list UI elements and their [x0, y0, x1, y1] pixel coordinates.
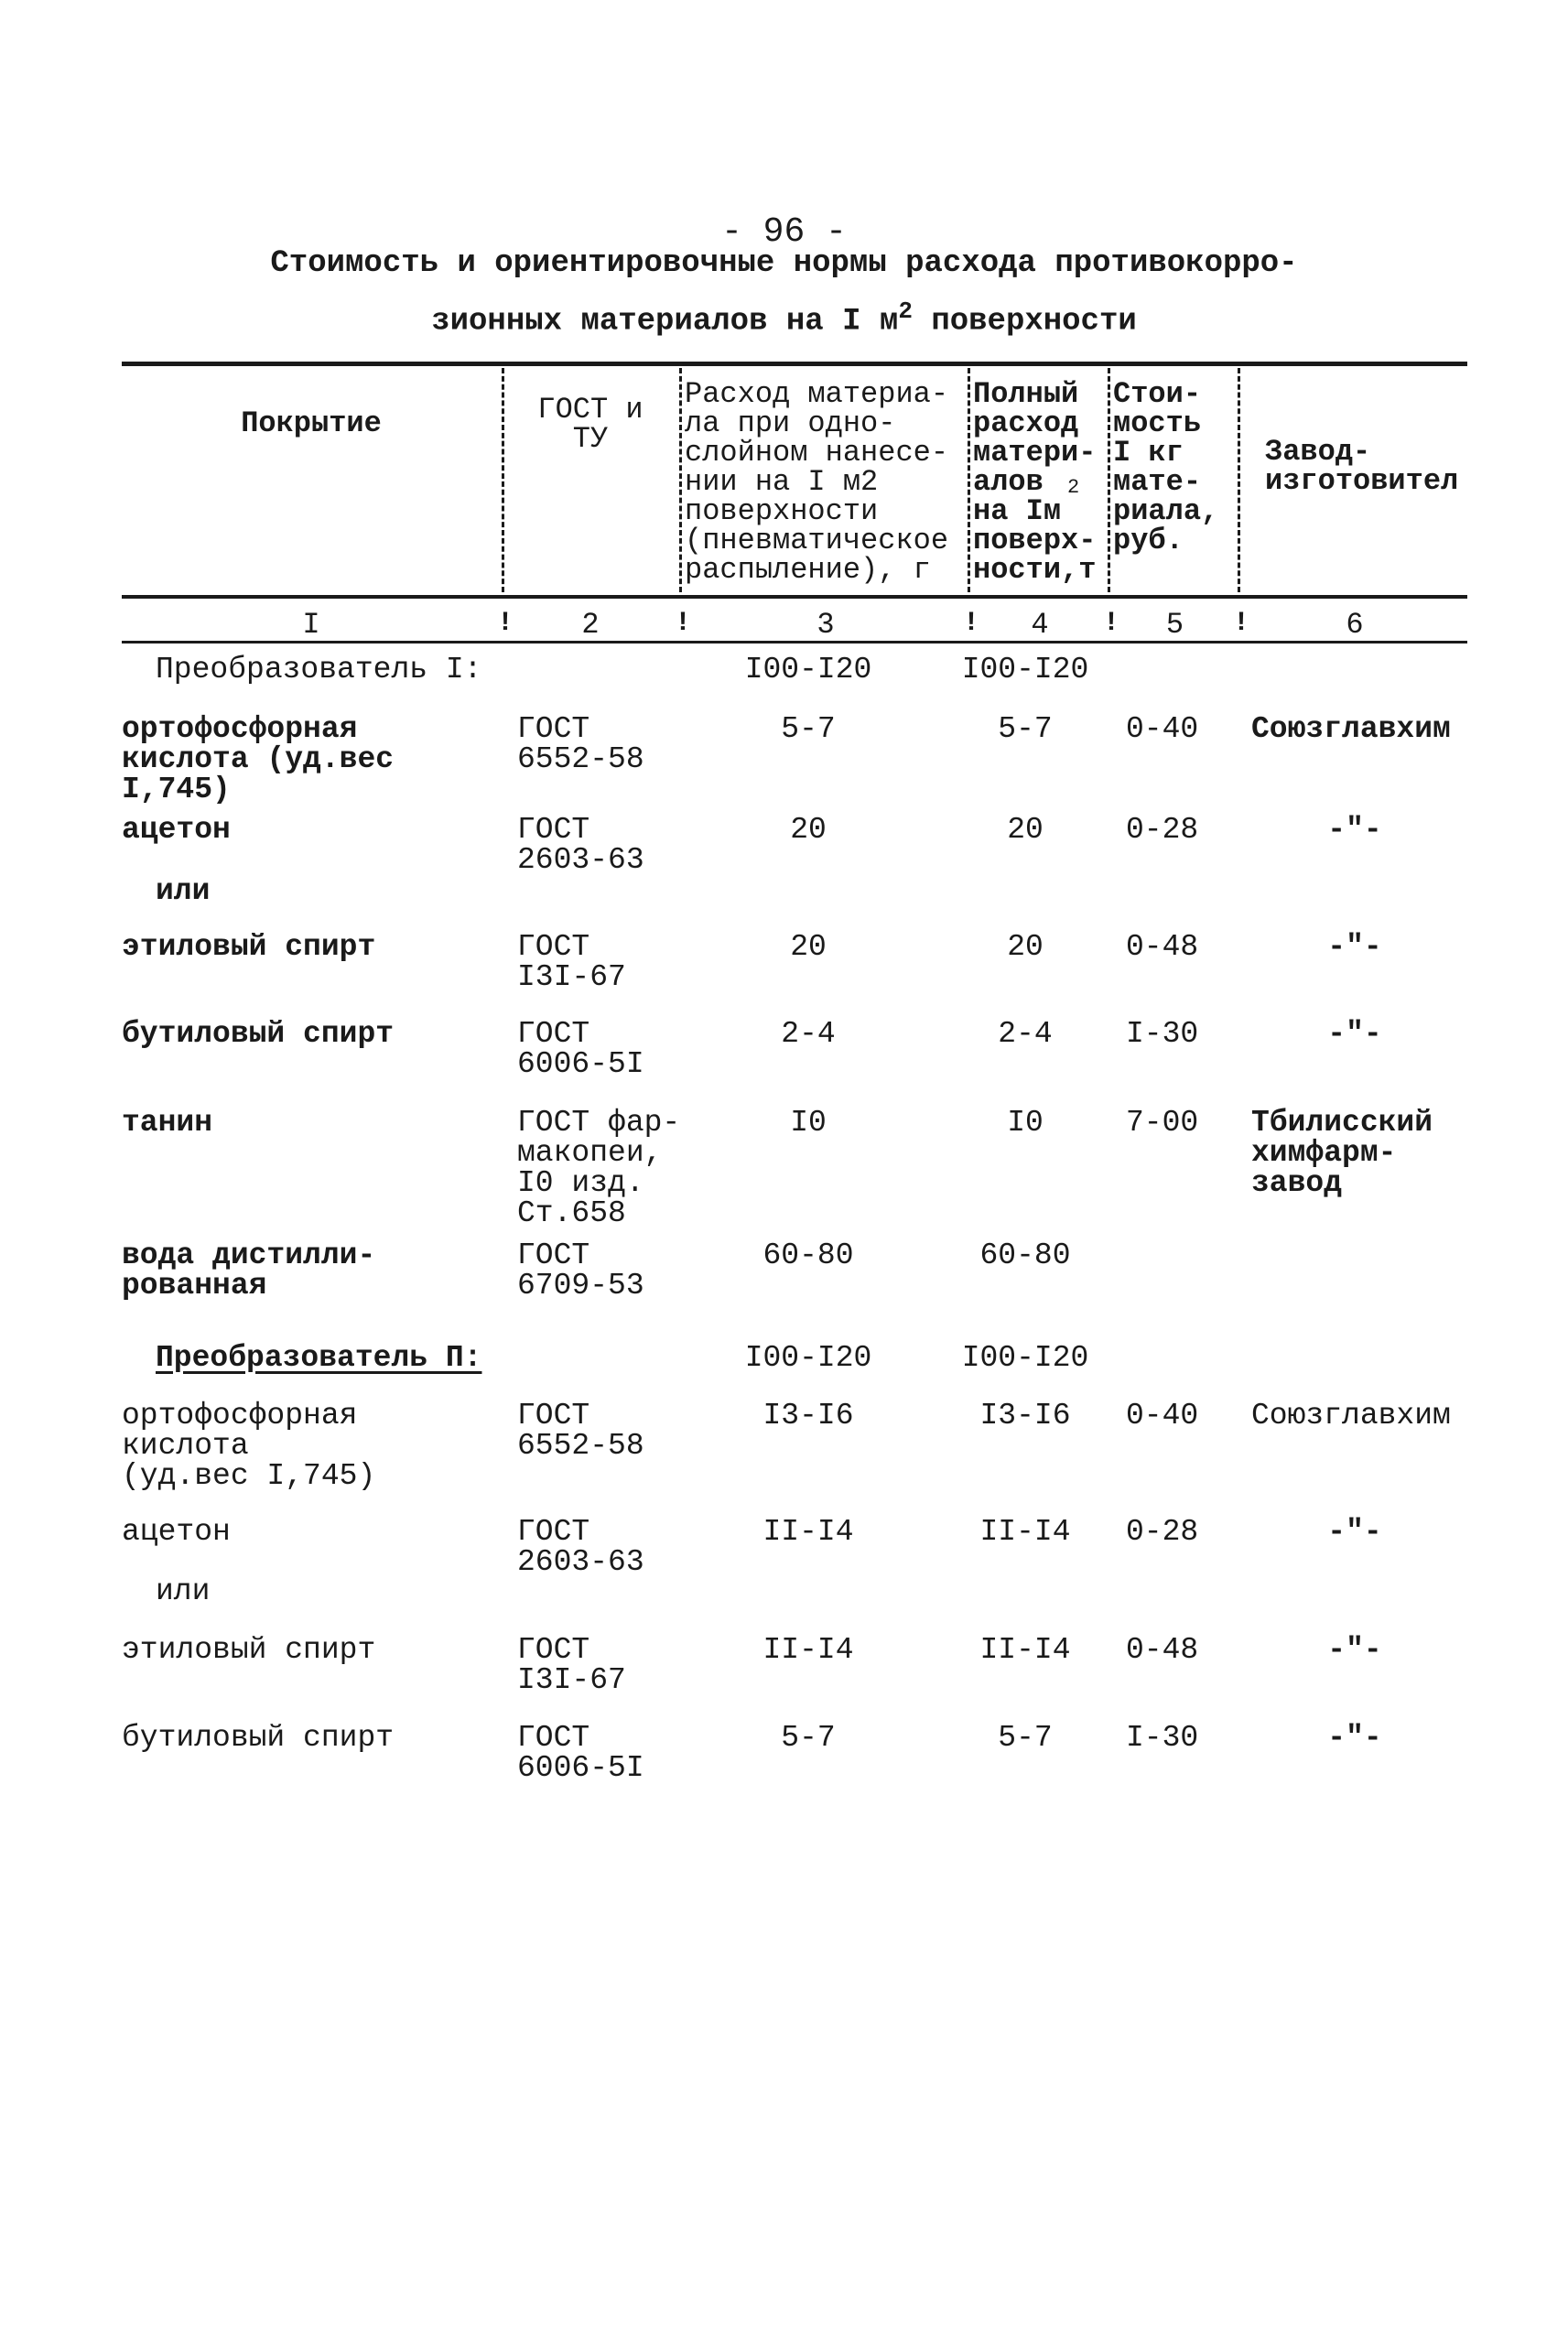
row-name: ацетон	[122, 1515, 231, 1549]
section-title: Преобразователь I:	[156, 653, 482, 687]
header-cost: Стои- мость I кг мате- риала, руб.	[1113, 377, 1219, 557]
column-number: 6	[1346, 608, 1364, 642]
row-col4: 5-7	[998, 712, 1053, 746]
row-name: этиловый спирт	[122, 1633, 376, 1667]
row-col5: 0-28	[1126, 813, 1199, 847]
row-name: вода дистилли- рованная	[122, 1238, 376, 1303]
page-title	[183, 240, 1385, 345]
title-line-1: Стоимость и ориентировочные нормы расхода противокорро-	[270, 246, 1298, 281]
row-col3: 2-4	[781, 1017, 836, 1051]
row-name: или	[156, 1574, 211, 1608]
row-gost: ГОСТ I3I-67	[517, 1633, 626, 1697]
column-separator-mark: !	[675, 608, 692, 639]
row-col3: 5-7	[781, 1721, 836, 1755]
row-col6: Союзглавхим	[1251, 712, 1451, 746]
row-col4: 2-4	[998, 1017, 1053, 1051]
page-number: - 96 -	[721, 212, 847, 252]
row-col4: 20	[1007, 813, 1044, 847]
table-top-rule	[122, 362, 1467, 366]
row-gost: ГОСТ 6709-53	[517, 1238, 644, 1303]
row-col4: II-I4	[979, 1633, 1071, 1667]
row-col6: -"-	[1327, 1017, 1382, 1051]
section-total-col3: I00-I20	[744, 653, 872, 687]
row-col3: 5-7	[781, 712, 836, 746]
title-line-2: зионных материалов на I $м^2$ поверхности	[431, 297, 1137, 340]
row-col6: Тбилисский химфарм- завод	[1251, 1106, 1433, 1200]
row-name: ацетон	[122, 813, 231, 847]
row-col4: I3-I6	[979, 1399, 1071, 1433]
column-separator	[1238, 368, 1240, 592]
row-name: танин	[122, 1106, 213, 1140]
column-number: 2	[581, 608, 600, 642]
row-col4: I0	[1007, 1106, 1044, 1140]
row-col5: 0-48	[1126, 930, 1199, 964]
section-total-col3: I00-I20	[744, 1341, 872, 1375]
row-name: или	[156, 874, 211, 908]
row-col3: 60-80	[762, 1238, 854, 1272]
row-gost: ГОСТ 6552-58	[517, 1399, 644, 1463]
row-col3: 20	[790, 813, 827, 847]
row-col5: 0-28	[1126, 1515, 1199, 1549]
row-col3: I3-I6	[762, 1399, 854, 1433]
row-name: бутиловый спирт	[122, 1017, 395, 1051]
row-gost: ГОСТ I3I-67	[517, 930, 626, 994]
column-number: I	[302, 608, 320, 642]
column-separator	[679, 368, 682, 592]
row-col5: 7-00	[1126, 1106, 1199, 1140]
column-separator-mark: !	[497, 608, 514, 639]
row-col6: -"-	[1327, 930, 1382, 964]
row-col6: -"-	[1327, 1633, 1382, 1667]
row-col3: II-I4	[762, 1515, 854, 1549]
row-col4: 20	[1007, 930, 1044, 964]
column-separator-mark: !	[1233, 608, 1250, 639]
row-gost: ГОСТ 6552-58	[517, 712, 644, 776]
title-superscript: 2	[898, 297, 913, 325]
row-col5: 0-48	[1126, 1633, 1199, 1667]
row-gost: ГОСТ фар- макопеи, I0 изд. Ст.658	[517, 1106, 681, 1230]
row-name: ортофосфорная кислота (уд.вес I,745)	[122, 1399, 376, 1493]
column-separator-mark: !	[963, 608, 980, 639]
column-separator	[1108, 368, 1110, 592]
row-col3: I0	[790, 1106, 827, 1140]
row-col6: -"-	[1327, 1721, 1382, 1755]
row-col4: II-I4	[979, 1515, 1071, 1549]
column-separator-mark: !	[1103, 608, 1120, 639]
row-col4: 5-7	[998, 1721, 1053, 1755]
row-col4: 60-80	[979, 1238, 1071, 1272]
row-col6: Союзглавхим	[1251, 1399, 1451, 1433]
row-gost: ГОСТ 6006-5I	[517, 1721, 644, 1785]
row-gost: ГОСТ 2603-63	[517, 1515, 644, 1579]
column-separator	[502, 368, 504, 592]
header-superscript: 2	[1067, 476, 1080, 499]
header-manufacturer: Завод- изготовител	[1265, 435, 1459, 498]
row-col5: 0-40	[1126, 1399, 1199, 1433]
row-col5: I-30	[1126, 1721, 1199, 1755]
header-consumption: Расход материа- ла при одно- слойном нанесе- нии на I м2 поверхности (пневматическое распыление), г	[685, 377, 949, 587]
row-col3: 20	[790, 930, 827, 964]
header-coating: Покрытие	[241, 406, 382, 440]
header-gost: ГОСТ и ТУ	[537, 393, 643, 456]
row-name: бутиловый спирт	[122, 1721, 395, 1755]
section-total-col4: I00-I20	[961, 1341, 1089, 1375]
row-name: ортофосфорная кислота (уд.вес I,745)	[122, 712, 395, 806]
row-col3: II-I4	[762, 1633, 854, 1667]
row-gost: ГОСТ 2603-63	[517, 813, 644, 877]
row-col5: I-30	[1126, 1017, 1199, 1051]
column-number: 3	[816, 608, 835, 642]
row-gost: ГОСТ 6006-5I	[517, 1017, 644, 1081]
column-separator	[968, 368, 970, 592]
column-number: 5	[1165, 608, 1184, 642]
column-number: 4	[1031, 608, 1049, 642]
header-total-consumption: Полный расход матери- алов на Iм поверх- ности,т	[973, 377, 1097, 587]
section-title: Преобразователь П:	[156, 1341, 482, 1375]
row-col6: -"-	[1327, 813, 1382, 847]
row-name: этиловый спирт	[122, 930, 376, 964]
row-col6: -"-	[1327, 1515, 1382, 1549]
section-total-col4: I00-I20	[961, 653, 1089, 687]
header-bottom-rule	[122, 595, 1467, 599]
row-col5: 0-40	[1126, 712, 1199, 746]
